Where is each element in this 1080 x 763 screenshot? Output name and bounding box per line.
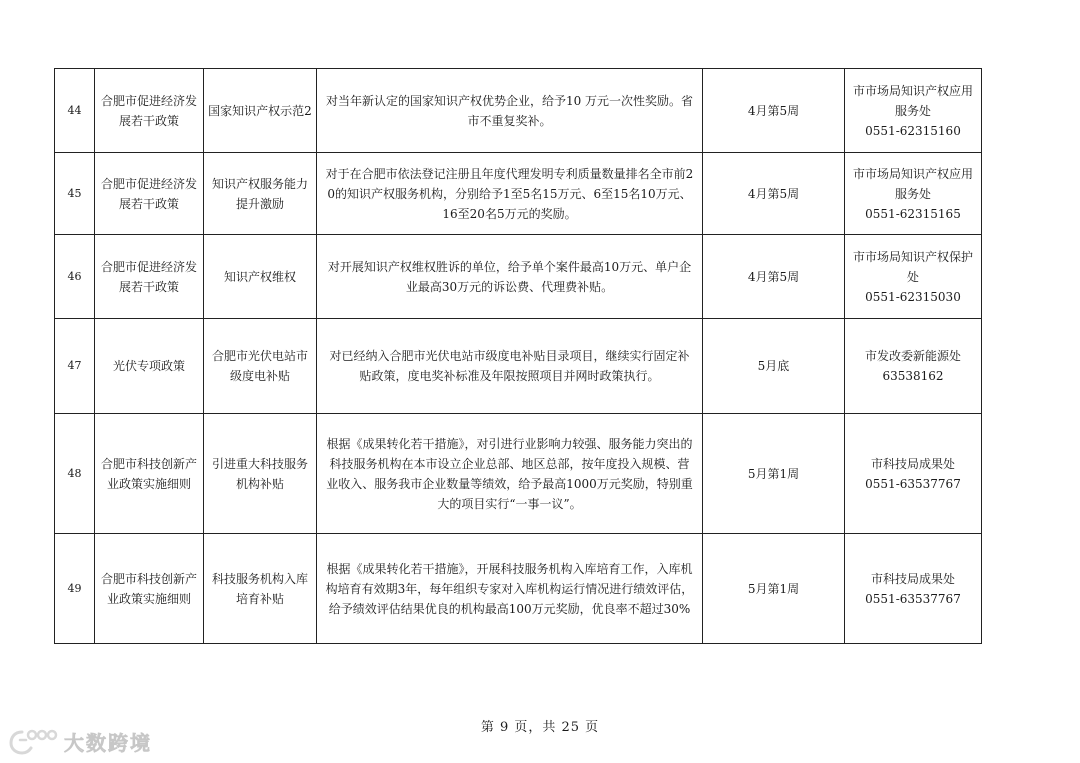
cell-no: 45: [55, 153, 95, 235]
contact-dept: 市市场局知识产权应用服务处: [852, 166, 973, 201]
table-row: [55, 414, 982, 534]
contact-dept: 市市场局知识产权保护处: [852, 249, 973, 284]
table-row: [55, 534, 982, 644]
cell-policy: 合肥市促进经济发展若干政策: [95, 153, 204, 235]
policy-table: [54, 68, 982, 644]
cell-time: 5月第1周: [703, 534, 845, 644]
contact-phone: 0551-63537767: [865, 476, 961, 491]
cell-item: 国家知识产权示范2: [204, 69, 317, 153]
cell-item: 合肥市光伏电站市级度电补贴: [204, 319, 317, 414]
contact-dept: 市发改委新能源处: [864, 349, 961, 363]
brand-logo-icon: [8, 726, 60, 756]
cell-contact: [845, 414, 982, 534]
contact-dept: 市科技局成果处: [870, 571, 955, 586]
cell-content: 对当年新认定的国家知识产权优势企业，给予10 万元一次性奖励。省市不重复奖补。: [317, 69, 703, 153]
cell-contact: [845, 319, 982, 414]
cell-policy: 合肥市促进经济发展若干政策: [95, 69, 204, 153]
cell-item: 引进重大科技服务机构补贴: [204, 414, 317, 534]
cell-content: 根据《成果转化若干措施》，开展科技服务机构入库培育工作，入库机构培育有效期3年，每年组织专家对入库机构运行情况进行绩效评估，给予绩效评估结果优良的机构最高100万元奖励，优良率不超过30%: [317, 534, 703, 644]
contact-phone: 0551-62315030: [865, 289, 961, 304]
cell-time: 5月底: [703, 319, 845, 414]
cell-no: 46: [55, 235, 95, 319]
contact-phone: 0551-62315165: [865, 206, 961, 221]
cell-content: 对已经纳入合肥市光伏电站市级度电补贴目录项目，继续实行固定补贴政策，度电奖补标准及年限按照项目并网时政策执行。: [317, 319, 703, 414]
cell-content: 根据《成果转化若干措施》，对引进行业影响力较强、服务能力突出的科技服务机构在本市设立企业总部、地区总部，按年度投入规模、营业收入、服务我市企业数量等绩效，给予最高1000万元奖励，特别重大的项目实行“一事一议”。: [317, 414, 703, 534]
contact-phone: 0551-63537767: [865, 591, 961, 606]
cell-policy: 光伏专项政策: [95, 319, 204, 414]
contact-dept: 市科技局成果处: [870, 456, 955, 471]
cell-no: 49: [55, 534, 95, 644]
cell-contact: [845, 69, 982, 153]
cell-no: 44: [55, 69, 95, 153]
cell-contact: [845, 534, 982, 644]
cell-time: 4月第5周: [703, 69, 845, 153]
contact-phone: 0551-62315160: [865, 123, 961, 138]
cell-time: 5月第1周: [703, 414, 845, 534]
page-number: 第 9 页，共 25 页: [480, 720, 600, 735]
cell-time: 4月第5周: [703, 235, 845, 319]
cell-contact: [845, 153, 982, 235]
cell-policy: 合肥市促进经济发展若干政策: [95, 235, 204, 319]
cell-policy: 合肥市科技创新产业政策实施细则: [95, 414, 204, 534]
cell-item: 知识产权服务能力提升激励: [204, 153, 317, 235]
watermark-text: 大数跨境: [64, 730, 152, 755]
cell-policy: 合肥市科技创新产业政策实施细则: [95, 534, 204, 644]
cell-time: 4月第5周: [703, 153, 845, 235]
table-body: [55, 69, 982, 644]
cell-no: 48: [55, 414, 95, 534]
table-row: [55, 319, 982, 414]
cell-content: 对开展知识产权维权胜诉的单位，给予单个案件最高10万元、单户企业最高30万元的诉讼费、代理费补贴。: [317, 235, 703, 319]
cell-contact: [845, 235, 982, 319]
contact-dept: 市市场局知识产权应用服务处: [852, 83, 973, 118]
cell-content: 对于在合肥市依法登记注册且年度代理发明专利质量数量排名全市前20的知识产权服务机构，分别给予1至5名15万元、6至15名10万元、16至20名5万元的奖励。: [317, 153, 703, 235]
contact-phone: 63538162: [882, 369, 944, 383]
table-row: [55, 153, 982, 235]
table-row: [55, 69, 982, 153]
watermark: [8, 723, 152, 759]
table-row: [55, 235, 982, 319]
cell-item: 科技服务机构入库培育补贴: [204, 534, 317, 644]
cell-item: 知识产权维权: [204, 235, 317, 319]
cell-no: 47: [55, 319, 95, 414]
